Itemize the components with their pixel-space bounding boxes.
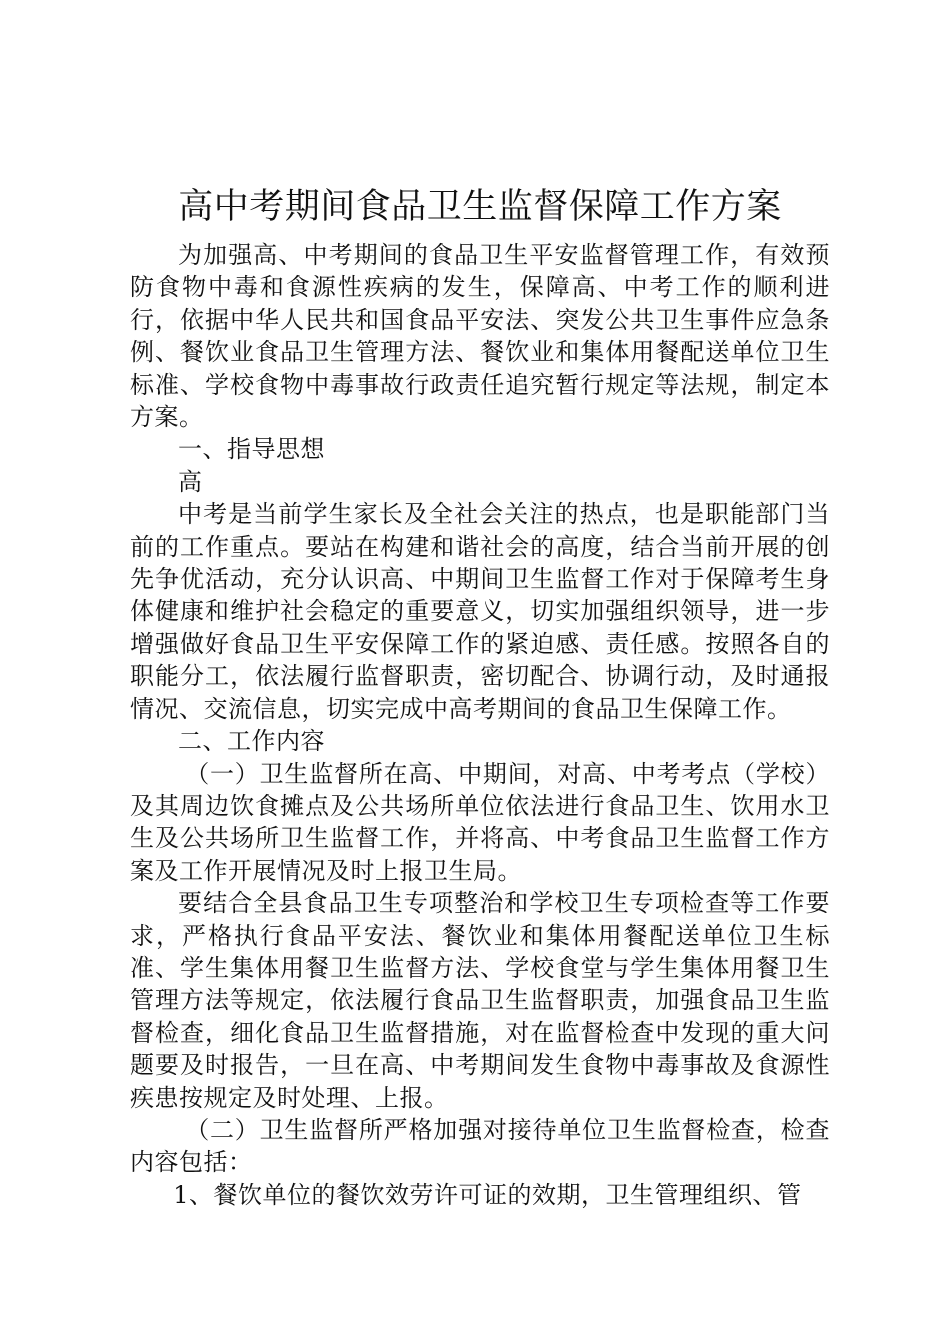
paragraph-intro: 为加强高、中考期间的食品卫生平安监督管理工作，有效预防食物中毒和食源性疾病的发生，保障高、中考工作的顺利进行，依据中华人民共和国食品平安法、突发公共卫生事件应急条例、餐饮业食品卫生管理方法、餐饮业和集体用餐配送单位卫生标准、学校食物中毒事故行政责任追究暂行规定等法规，制定本方案。	[130, 241, 830, 432]
paragraph-requirements: 要结合全县食品卫生专项整治和学校卫生专项检查等工作要求，严格执行食品平安法、餐饮业和集体用餐配送单位卫生标准、学生集体用餐卫生监督方法、学校食堂与学生集体用餐卫生管理方法等规定，依法履行食品卫生监督职责，加强食品卫生监督检查，细化食品卫生监督措施，对在监督检查中发现的重大问题要及时报告，一旦在高、中考期间发生食物中毒事故及食源性疾患按规定及时处理、上报。	[130, 889, 830, 1112]
paragraph-item-one: （一）卫生监督所在高、中期间，对高、中考考点（学校）及其周边饮食摊点及公共场所单位依法进行食品卫生、饮用水卫生及公共场所卫生监督工作，并将高、中考食品卫生监督工作方案及工作开展情况及时上报卫生局。	[130, 759, 830, 885]
document-title: 高中考期间食品卫生监督保障工作方案	[178, 187, 782, 227]
paragraph-guiding-ideology: 中考是当前学生家长及全社会关注的热点，也是职能部门当前的工作重点。要站在构建和谐社会的高度，结合当前开展的创先争优活动，充分认识高、中期间卫生监督工作对于保障考生身体健康和维护社会稳定的重要意义，切实加强组织领导，进一步增强做好食品卫生平安保障工作的紧迫感、责任感。按照各自的职能分工，依法履行监督职责，密切配合、协调行动，及时通报情况、交流信息，切实完成中高考期间的食品卫生保障工作。	[130, 500, 830, 723]
heading-guiding-ideology: 一、指导思想	[178, 435, 325, 464]
paragraph-item-two: （二）卫生监督所严格加强对接待单位卫生监督检查，检查内容包括：	[130, 1115, 830, 1177]
heading-work-content: 二、工作内容	[178, 727, 325, 756]
document-body	[130, 181, 830, 1211]
paragraph-subitem-one: 1、餐饮单位的餐饮效劳许可证的效期，卫生管理组织、管	[173, 1180, 802, 1209]
paragraph-fragment: 高	[178, 467, 203, 496]
